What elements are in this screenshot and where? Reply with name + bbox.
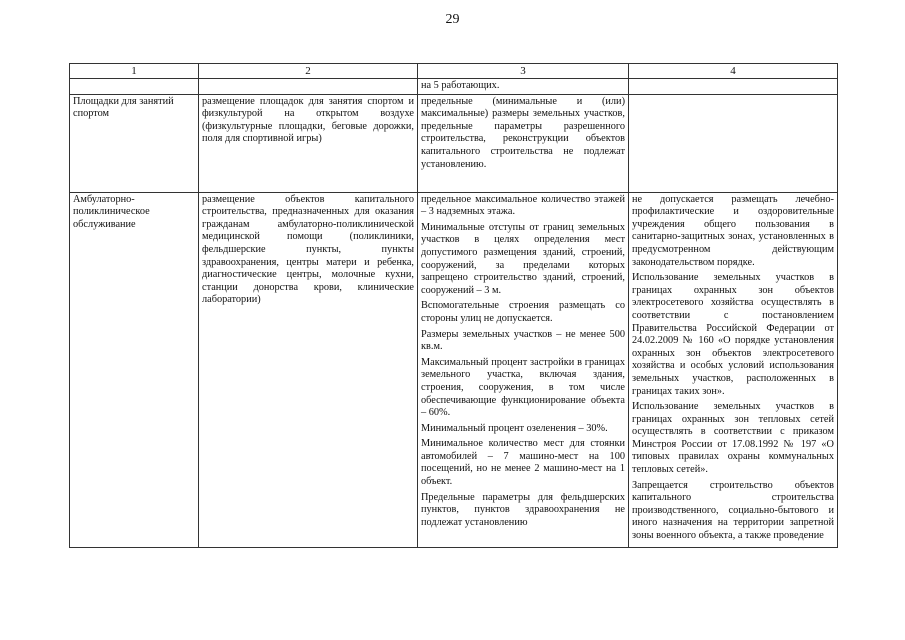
parameter-paragraph: Размеры земельных участков – не менее 500 кв.м. — [421, 328, 625, 353]
cell-empty — [199, 79, 418, 95]
cell-parameters — [418, 192, 629, 547]
cell-empty — [70, 79, 199, 95]
table-header-row — [70, 64, 838, 79]
cell-use-name: Амбулаторно-поликлиническое обслуживание — [70, 192, 199, 547]
table-row-continued — [70, 79, 838, 95]
parameter-paragraph: Минимальное количество мест для стоянки автомобилей – 7 машино-мест на 100 посещений, но не менее 2 машино-мест на 1 объект. — [421, 438, 625, 488]
cell-continued-text: на 5 работающих. — [418, 79, 629, 95]
table-row — [70, 94, 838, 192]
parameter-paragraph: Максимальный процент застройки в границах земельного участка, включая здания, строения, сооружения, в том числе обеспечивающие функционирование объекта – 60%. — [421, 356, 625, 419]
regulations-table — [69, 63, 838, 548]
parameter-paragraph: Предельные параметры для фельдшерских пунктов, пунктов здравоохранения не подлежат установлению — [421, 491, 625, 528]
parameter-paragraph: Минимальные отступы от границ земельных участков в целях определения мест допустимого размещения зданий, строений, сооружений, за пределами которых запрещено строительство зданий, строений, сооружений – 3 м. — [421, 221, 625, 296]
page-number: 29 — [445, 12, 460, 27]
column-header: 2 — [199, 64, 418, 79]
parameter-paragraph: Минимальный процент озеленения – 30%. — [421, 422, 608, 434]
restriction-paragraph: Запрещается строительство объектов капитального строительства производственного, социально-бытового и иного назначения на территории запретной зоны военного объекта, а также проведение — [632, 479, 834, 542]
cell-use-name: Площадки для занятий спортом — [70, 94, 199, 192]
parameter-paragraph: предельное максимальное количество этажей – 3 надземных этажа. — [421, 193, 625, 218]
restriction-paragraph: не допускается размещать лечебно-профилактические и оздоровительные учреждения общего пользования в санитарно-защитных зонах, установленных в предусмотренном действующим законодательством порядке. — [632, 193, 834, 268]
column-header: 4 — [629, 64, 838, 79]
cell-use-description: размещение площадок для занятия спортом и физкультурой на открытом воздухе (физкультурные площадки, беговые дорожки, поля для спортивной игры) — [199, 94, 418, 192]
restriction-paragraph: Использование земельных участков в границах охранных зон тепловых сетей осуществлять в соответствии с приказом Минстроя России от 17.08.1992 № 197 «О типовых правилах охраны коммунальных тепловых сетей». — [632, 401, 834, 476]
column-header: 1 — [70, 64, 199, 79]
cell-use-description: размещение объектов капитального строительства, предназначенных для оказания гражданам амбулаторно-поликлинической медицинской помощи (поликлиники, фельдшерские пункты, пункты здравоохранения, центры матери и ребенка, диагностические центры, молочные кухни, станции донорства крови, клинические лаборатории) — [199, 192, 418, 547]
cell-restrictions — [629, 192, 838, 547]
cell-restrictions — [629, 94, 838, 192]
parameter-paragraph: предельные (минимальные и (или) максимальные) размеры земельных участков, предельные параметры разрешенного строительства, реконструкции объектов капитального строительства не подлежат установлению. — [421, 95, 625, 170]
cell-parameters — [418, 94, 629, 192]
parameter-paragraph: Вспомогательные строения размещать со стороны улиц не допускается. — [421, 300, 625, 324]
table-row — [70, 192, 838, 547]
restriction-paragraph: Использование земельных участков в границах охранных зон объектов электросетевого хозяйства осуществлять в соответствии с постановлением Правительства Российской Федерации от 24.02.2009 № 160 «О порядке установления охранных зон объектов электросетевого хозяйства и особых условий использования земельных участков, расположенных в границах таких зон». — [632, 272, 834, 397]
column-header: 3 — [418, 64, 629, 79]
cell-empty — [629, 79, 838, 95]
